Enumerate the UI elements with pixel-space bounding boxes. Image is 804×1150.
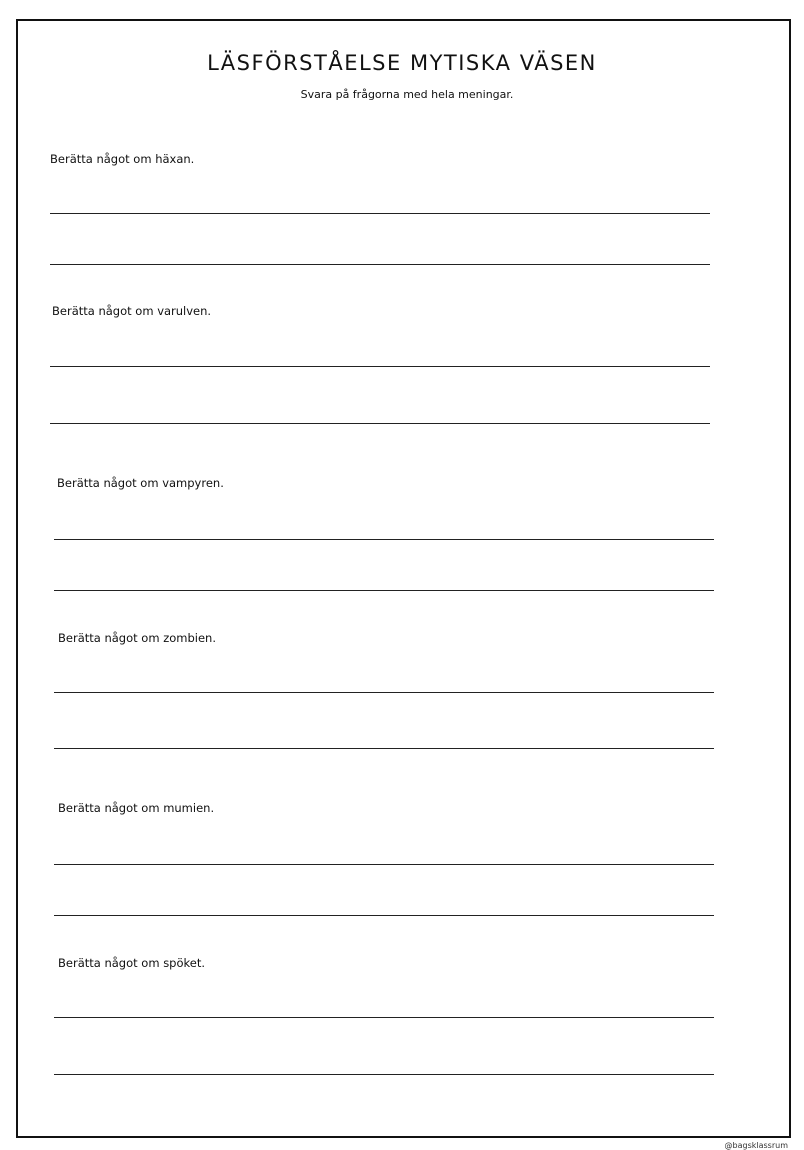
author-credit: @bagsklassrum bbox=[724, 1141, 788, 1150]
worksheet-instructions: Svara på frågorna med hela meningar. bbox=[300, 88, 514, 101]
answer-line-1b[interactable] bbox=[50, 264, 710, 265]
question-2: Berätta något om varulven. bbox=[52, 304, 212, 318]
question-5: Berätta något om mumien. bbox=[58, 801, 215, 815]
question-3: Berätta något om vampyren. bbox=[57, 476, 224, 490]
answer-line-2a[interactable] bbox=[50, 366, 710, 367]
answer-line-6b[interactable] bbox=[54, 1074, 714, 1075]
answer-line-2b[interactable] bbox=[50, 423, 710, 424]
answer-line-3b[interactable] bbox=[54, 590, 714, 591]
answer-line-3a[interactable] bbox=[54, 539, 714, 540]
worksheet-border bbox=[16, 19, 791, 1138]
answer-line-6a[interactable] bbox=[54, 1017, 714, 1018]
question-1: Berätta något om häxan. bbox=[50, 152, 195, 166]
answer-line-5b[interactable] bbox=[54, 915, 714, 916]
answer-line-5a[interactable] bbox=[54, 864, 714, 865]
answer-line-1a[interactable] bbox=[50, 213, 710, 214]
question-6: Berätta något om spöket. bbox=[58, 956, 206, 970]
answer-line-4a[interactable] bbox=[54, 692, 714, 693]
worksheet-title: LÄSFÖRSTÅELSE MYTISKA VÄSEN bbox=[207, 51, 597, 75]
answer-line-4b[interactable] bbox=[54, 748, 714, 749]
question-4: Berätta något om zombien. bbox=[58, 631, 216, 645]
